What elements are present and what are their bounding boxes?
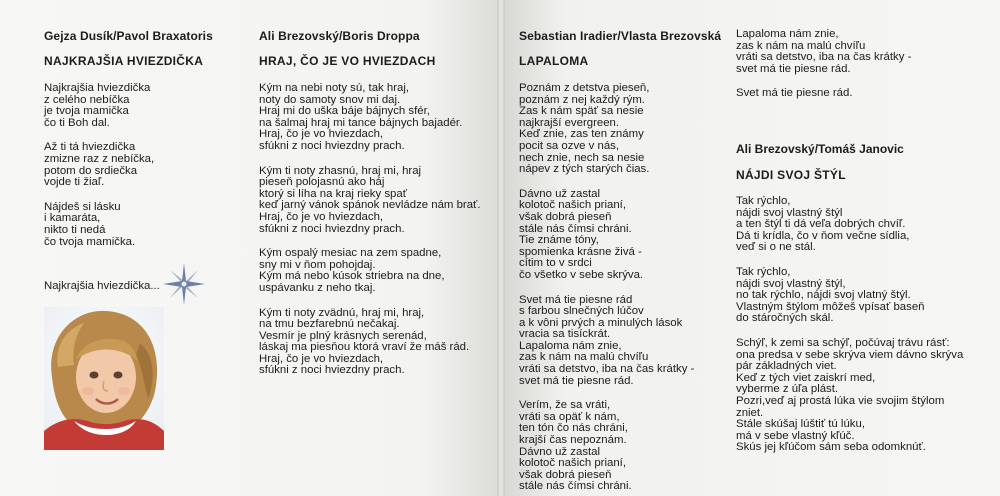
lyric-line: Keď znie, zas ten známy <box>519 128 644 141</box>
lyric-line: Najkrajšia hviezdička <box>44 82 151 94</box>
lyric-line: kolotoč našich prianí, <box>519 199 627 212</box>
stanza <box>259 83 481 153</box>
song-title: LAPALOMA <box>519 54 589 68</box>
lyric-line: krajší čas nepoznám. <box>519 434 627 447</box>
lyric-line: Hraj, čo je vo hviezdach, <box>259 352 384 365</box>
stanza <box>519 189 694 282</box>
lyric-line: noty do samoty snov mi daj. <box>259 93 401 106</box>
lyric-line: Schýľ, k zemi sa schýľ, počúvaj trávu rásť: <box>736 336 950 349</box>
lyric-line: potom do srdiečka <box>44 164 138 177</box>
lyric-line: veď si o ne stál. <box>736 241 816 254</box>
lyric-line: sfúkni z noci hviezdny prach. <box>259 139 405 152</box>
lyric-line: sfúkni z noci hviezdny prach. <box>259 222 405 235</box>
stanza <box>736 196 963 254</box>
stanza <box>736 88 911 100</box>
song-title: NÁJDI SVOJ ŠTÝL <box>736 168 846 182</box>
booklet-left-page <box>0 0 497 496</box>
lyric-line: nápev z tých starých čias. <box>519 163 650 176</box>
lyric-line: ten tón čo nás chráni, <box>519 422 628 435</box>
lyric-line: zniet. <box>736 406 764 419</box>
lyric-line: Kým má nebo kúsok striebra na dne, <box>259 270 445 283</box>
lyric-line: poznám z nej každý rým. <box>519 93 645 106</box>
lyric-line: Kým ospalý mesiac na zem spadne, <box>259 247 442 260</box>
lyric-line: Keď z tých viet zaiskrí med, <box>736 371 876 384</box>
stanza <box>44 142 154 188</box>
lyric-line: však dobrá pieseň <box>519 468 612 481</box>
lyric-line: Pozri,veď aj prostá lúka vie svojim štýlom <box>736 394 945 407</box>
lyric-line: Lapaloma nám znie, <box>519 339 622 352</box>
sparkle-star-icon <box>162 262 206 306</box>
lyric-line: spomienka krásne živá - <box>519 245 642 258</box>
child-portrait-photo <box>44 307 164 450</box>
lyric-line: Lapaloma nám znie, <box>736 28 839 40</box>
lyric-line: Hraj, čo je vo hviezdach, <box>259 210 384 223</box>
lyric-line: čo tvoja mamička. <box>44 235 136 248</box>
lyric-line: keď jarný vánok spánok nevládze nám brať. <box>259 199 481 212</box>
lyric-line: Nájdeš si lásku <box>44 200 121 213</box>
song-title: NAJKRAJŠIA HVIEZDIČKA <box>44 54 204 68</box>
lyric-line: Tak rýchlo, <box>736 265 791 278</box>
lyric-line: z celého nebíčka <box>44 93 130 106</box>
lyric-line: cítim to v srdci <box>519 257 592 270</box>
booklet-right-page <box>505 0 1000 496</box>
lyric-line: zas k nám na malú chvíľu <box>519 351 649 364</box>
booklet-gutter <box>497 0 505 496</box>
lapaloma-continuation <box>736 29 911 113</box>
lyric-line: nech znie, nech sa nesie <box>519 151 645 164</box>
stanza <box>736 338 963 454</box>
lyric-line: Dávno už zastal <box>519 187 601 200</box>
lyric-line: Poznám z detstva pieseň, <box>519 82 650 94</box>
lyric-line: stále nás čímsi chráni. <box>519 480 632 493</box>
lyric-line: vracia sa tisíckrát. <box>519 328 611 341</box>
lyric-line: Až ti tá hviezdička <box>44 141 136 154</box>
lyric-line: Kým ti noty zvädnú, hraj mi, hraj, <box>259 306 425 319</box>
stanza <box>44 83 154 129</box>
lyric-line: nájdi svoj vlastný štýl, <box>736 277 846 290</box>
lyric-line: vráti sa detstvo, iba na čas krátky - <box>519 363 695 376</box>
portrait-illustration <box>44 307 164 450</box>
lyric-line: Stále skúšaj lúštiť tú lúku, <box>736 418 865 431</box>
lyric-line: Dá ti krídla, čo v ňom večne sídlia, <box>736 229 910 242</box>
stanza <box>519 295 694 388</box>
lyric-line: Zas k nám späť sa nesie <box>519 105 644 118</box>
lyric-line: Kým ti noty zhasnú, hraj mi, hraj <box>259 164 422 177</box>
song-author: Ali Brezovský/Boris Droppa <box>259 29 420 43</box>
lyric-line: pár základných viet. <box>736 360 837 373</box>
lyric-line: a ten štýl ti dá veľa dobrých chvíľ. <box>736 218 906 231</box>
lyric-line: Dávno už zastal <box>519 445 601 458</box>
lyric-line: na šalmaj hraj mi tance bájnych bajadér. <box>259 116 463 129</box>
stanza <box>519 400 694 493</box>
stanza <box>259 248 481 294</box>
lyric-line: na tmu bezfarebnú nečakaj. <box>259 318 400 331</box>
closing-refrain: Najkrajšia hviezdička... <box>44 280 160 293</box>
lyric-line: svet má tie piesne rád. <box>519 374 634 387</box>
lyric-line: čo ti Boh dal. <box>44 116 110 129</box>
lyric-line: má v sebe vlastný kľúč. <box>736 429 855 442</box>
lyric-line: nájdi svoj vlastný štýl <box>736 206 843 219</box>
stanza <box>519 83 694 176</box>
lyric-line: Vlastným štýlom môžeš vpísať baseň <box>736 300 925 313</box>
song-author: Gejza Dusík/Pavol Braxatoris <box>44 29 213 43</box>
lyric-line: však dobrá pieseň <box>519 210 612 223</box>
lyrics <box>259 83 481 390</box>
lyric-line: kolotoč našich prianí, <box>519 457 627 470</box>
lyric-line: najkrajší evergreen. <box>519 116 620 129</box>
stanza <box>736 29 911 75</box>
song-title: HRAJ, ČO JE VO HVIEZDACH <box>259 54 436 68</box>
lyric-line: čo všetko v sebe skrýva. <box>519 268 644 281</box>
lyric-line: stále nás čímsi chráni. <box>519 222 632 235</box>
lyric-line: zas k nám na malú chvíľu <box>736 39 866 52</box>
lyrics <box>44 83 154 261</box>
lyric-line: je tvoja mamička <box>44 105 129 118</box>
closing-line <box>44 268 206 306</box>
lyric-line: vyberme z úľa plást. <box>736 383 839 396</box>
lyric-line: Kým na nebi noty sú, tak hraj, <box>259 82 410 94</box>
lyric-line: i kamaráta, <box>44 212 101 225</box>
lyric-line: Svet má tie piesne rád <box>519 293 633 306</box>
lyric-line: zmizne raz z nebíčka, <box>44 152 155 165</box>
stanza <box>259 166 481 236</box>
song-author: Sebastian Iradier/Vlasta Brezovská <box>519 29 722 43</box>
lyric-line: Svet má tie piesne rád. <box>736 87 853 100</box>
lyric-line: svet má tie piesne rád. <box>736 62 851 75</box>
song-author: Ali Brezovský/Tomáš Janovic <box>736 142 904 156</box>
lyric-line: ktorý si líha na kraj rieky spať <box>259 187 407 200</box>
lyric-line: a k vôni prvých a minulých lások <box>519 316 683 329</box>
lyric-line: Hraj mi do uška báje bájnych sfér, <box>259 105 430 118</box>
lyric-line: vráti sa opäť k nám, <box>519 410 620 423</box>
lyric-line: nikto ti nedá <box>44 223 106 236</box>
lyrics <box>736 196 963 467</box>
lyric-line: láskaj ma piesňou ktorá vraví že máš rád. <box>259 341 470 354</box>
lyric-line: vojde ti žiaľ. <box>44 176 105 189</box>
lyric-line: Vesmír je plný krásnych serenád, <box>259 329 427 342</box>
lyric-line: ona predsa v sebe skrýva viem dávno skrýva <box>736 348 964 361</box>
lyric-line: Verím, že sa vráti, <box>519 399 611 412</box>
lyric-line: sfúkni z noci hviezdny prach. <box>259 364 405 377</box>
lyric-line: no tak rýchlo, nájdi svoj vlatný štýl. <box>736 289 911 302</box>
lyric-line: s farbou slnečných lúčov <box>519 305 644 318</box>
lyric-line: Tie známe tóny, <box>519 234 599 247</box>
lyric-line: pieseň polojasnú ako háj <box>259 176 385 189</box>
lyric-line: Skús jej kľúčom sám seba odomknúť. <box>736 441 926 454</box>
stanza <box>736 267 963 325</box>
stanza <box>259 308 481 378</box>
lyric-line: pocit sa ozve v nás, <box>519 139 620 152</box>
stanza <box>44 202 154 248</box>
lyric-line: vráti sa detstvo, iba na čas krátky - <box>736 51 912 64</box>
lyric-line: sny mi v ňom pohojdaj. <box>259 258 376 271</box>
lyric-line: do stáročných skál. <box>736 312 834 325</box>
lyric-line: Hraj, čo je vo hviezdach, <box>259 128 384 141</box>
lyric-line: uspávanku z neho tkaj. <box>259 281 376 294</box>
lyrics <box>519 83 694 496</box>
lyric-line: Tak rýchlo, <box>736 195 791 207</box>
